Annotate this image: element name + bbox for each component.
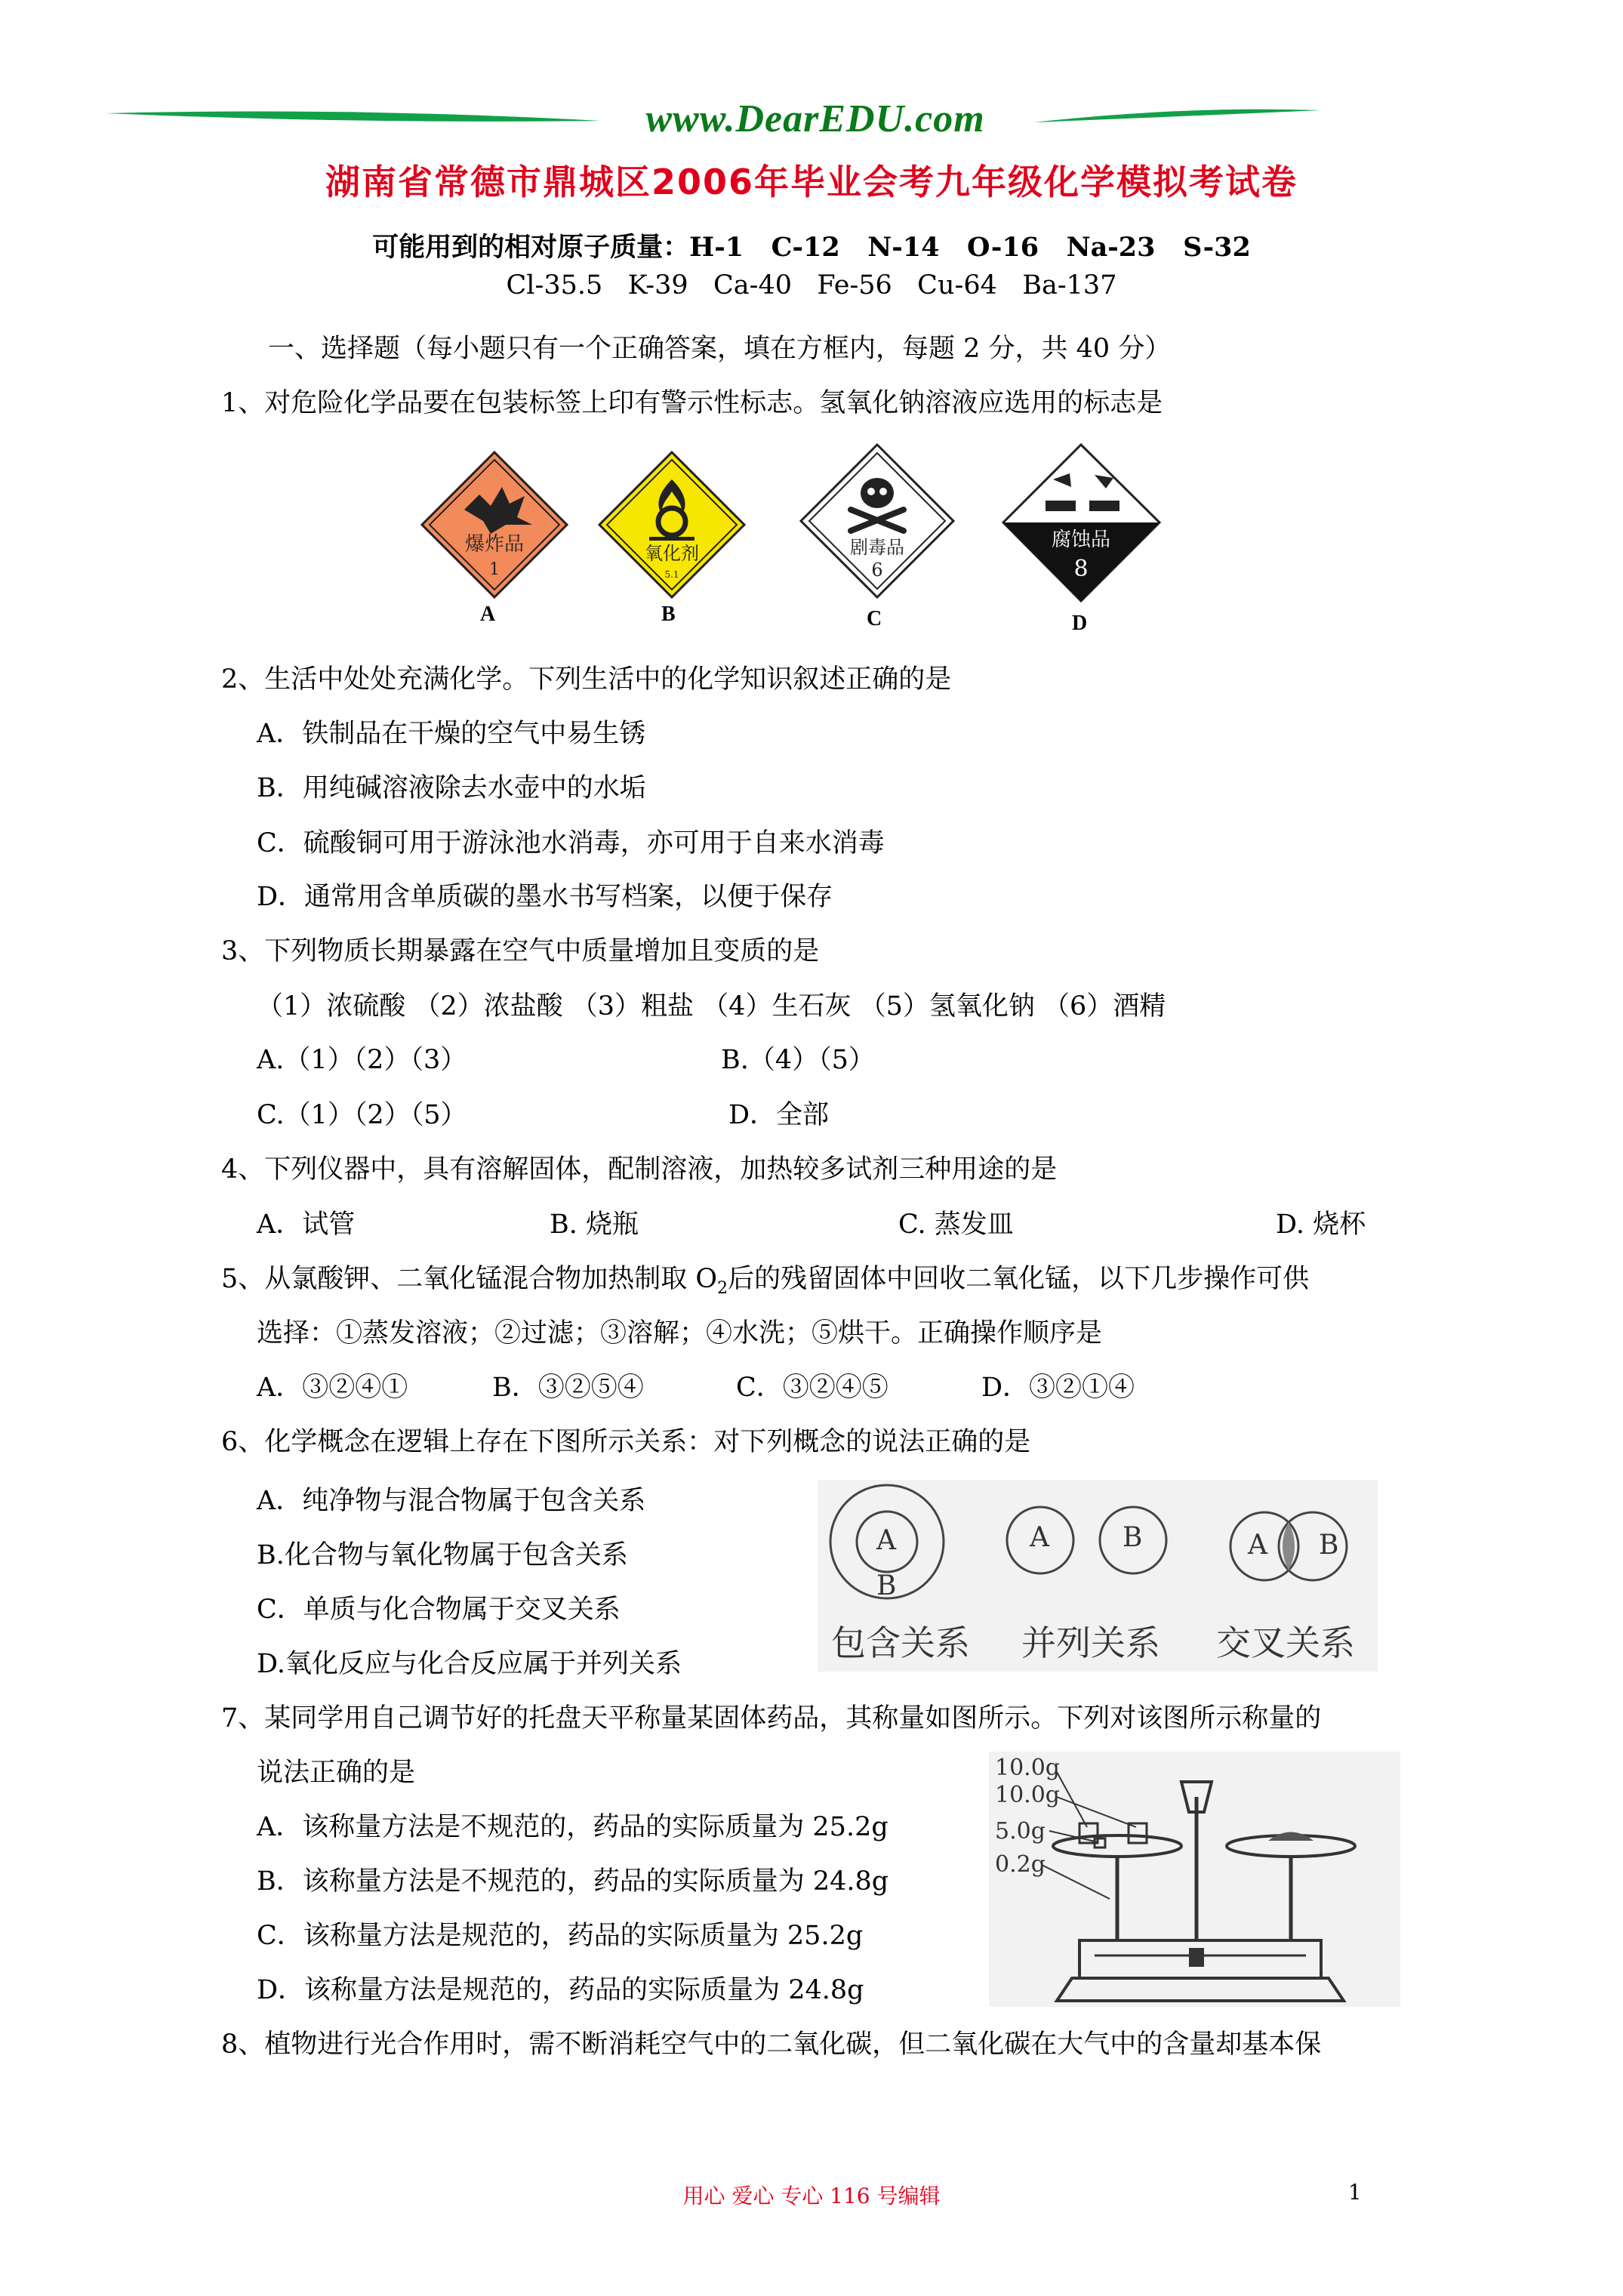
weight-label-3: 5.0g — [995, 1818, 1046, 1845]
fig-circle-a-2: A — [1030, 1522, 1049, 1553]
q5-stem-sub: 2 — [717, 1279, 728, 1298]
weight-label-4: 0.2g — [995, 1851, 1046, 1878]
q2-option-c: C．硫酸铜可用于游泳池水消毒，亦可用于自来水消毒 — [257, 828, 885, 858]
explosive-sign-icon — [419, 449, 570, 600]
relation-diagram — [818, 1480, 1378, 1672]
question-3-stem: 3、下列物质长期暴露在空气中质量增加且变质的是 — [221, 936, 820, 966]
oxidizer-sign-icon — [596, 449, 747, 600]
site-logo: www.DearEDU.com — [645, 97, 985, 140]
q3-option-a: A.（1）（2）（3） — [257, 1045, 467, 1075]
svg-text:6: 6 — [871, 559, 883, 581]
q3-option-c: C.（1）（2）（5） — [257, 1100, 467, 1130]
fig-circle-b-2: B — [1123, 1522, 1143, 1553]
question-7-stem-2: 说法正确的是 — [257, 1758, 416, 1788]
q4-option-d: D. 烧杯 — [1276, 1210, 1366, 1240]
question-4-stem: 4、下列仪器中，具有溶解固体，配制溶液，加热较多试剂三种用途的是 — [221, 1154, 1058, 1185]
q4-option-b: B. 烧瓶 — [550, 1210, 639, 1240]
corrosive-sign-icon — [1000, 442, 1163, 604]
question-1-stem: 1、对危险化学品要在包装标签上印有警示性标志。氢氧化钠溶液应选用的标志是 — [221, 388, 1163, 418]
q5-option-c: C．③②④⑤ — [736, 1373, 888, 1403]
banner-swoosh-right — [1034, 106, 1321, 136]
q4-option-c: C. 蒸发皿 — [898, 1210, 1014, 1240]
q6-option-d: D.氧化反应与化合反应属于并列关系 — [257, 1649, 682, 1679]
question-5-stem-2: 选择：①蒸发溶液；②过滤；③溶解；④水洗；⑤烘干。正确操作顺序是 — [257, 1318, 1103, 1348]
sign-label-a: A — [480, 603, 496, 626]
q5-option-d: D．③②①④ — [981, 1373, 1135, 1403]
fig-label-parallel: 并列关系 — [1021, 1623, 1160, 1663]
page-number: 1 — [1348, 2180, 1362, 2205]
svg-text:8: 8 — [1073, 556, 1089, 582]
q5-option-b: B．③②⑤④ — [492, 1373, 644, 1403]
weight-label-2: 10.0g — [995, 1782, 1061, 1808]
sign-label-b: B — [661, 603, 676, 626]
svg-text:5.1: 5.1 — [664, 569, 679, 580]
fig-circle-a-3: A — [1248, 1530, 1267, 1561]
q6-option-a: A．纯净物与混合物属于包含关系 — [257, 1486, 646, 1516]
weight-label-1: 10.0g — [995, 1755, 1061, 1781]
q5-stem-pre: 5、从氯酸钾、二氧化锰混合物加热制取 O — [221, 1264, 718, 1294]
question-2-stem: 2、生活中处处充满化学。下列生活中的化学知识叙述正确的是 — [221, 664, 952, 695]
question-7-stem: 7、某同学用自己调节好的托盘天平称量某固体药品，其称量如图所示。下列对该图所示称量的 — [221, 1703, 1322, 1734]
q5-stem-post: 后的残留固体中回收二氧化锰，以下几步操作可供 — [728, 1264, 1310, 1294]
q5-option-a: A．③②④① — [257, 1373, 408, 1403]
question-6-stem: 6、化学概念在逻辑上存在下图所示关系：对下列概念的说法正确的是 — [221, 1427, 1031, 1457]
fig-circle-b-3: B — [1319, 1530, 1339, 1561]
fig-circle-b-1: B — [876, 1570, 897, 1601]
q6-option-b: B.化合物与氧化物属于包含关系 — [257, 1540, 628, 1570]
q2-option-a: A．铁制品在干燥的空气中易生锈 — [257, 719, 646, 749]
q4-option-a: A．试管 — [257, 1210, 356, 1240]
q7-option-a: A．该称量方法是不规范的，药品的实际质量为 25.2g — [257, 1812, 888, 1842]
banner-swoosh-left — [106, 106, 604, 136]
question-8-stem: 8、植物进行光合作用时，需不断消耗空气中的二氧化碳，但二氧化碳在大气中的含量却基本保 — [221, 2029, 1322, 2060]
question-5-stem — [221, 1262, 1309, 1305]
q7-option-b: B．该称量方法是不规范的，药品的实际质量为 24.8g — [257, 1866, 889, 1897]
fig-label-inclusion: 包含关系 — [831, 1623, 970, 1663]
q7-option-d: D．该称量方法是规范的，药品的实际质量为 24.8g — [257, 1975, 864, 2005]
q3-items: （1）浓硫酸 （2）浓盐酸 （3）粗盐 （4）生石灰 （5）氢氧化钠 （6）酒精 — [257, 991, 1166, 1022]
svg-text:1: 1 — [489, 560, 500, 579]
section-heading: 一、选择题（每小题只有一个正确答案，填在方框内，每题 2 分，共 40 分） — [268, 334, 1172, 364]
q2-option-b: B．用纯碱溶液除去水壶中的水垢 — [257, 773, 646, 803]
sign-label-c: C — [867, 607, 882, 630]
q2-option-d: D．通常用含单质碳的墨水书写档案，以便于保存 — [257, 882, 833, 912]
q3-option-b: B.（4）（5） — [721, 1045, 875, 1075]
q7-option-c: C．该称量方法是规范的，药品的实际质量为 25.2g — [257, 1921, 864, 1951]
atomic-masses-line2: Cl-35.5 K-39 Ca-40 Fe-56 Cu-64 Ba-137 — [506, 270, 1117, 300]
sign-label-d: D — [1072, 612, 1088, 635]
fig-label-intersect: 交叉关系 — [1216, 1623, 1355, 1663]
svg-text:腐蚀品: 腐蚀品 — [1051, 529, 1111, 551]
svg-text:爆炸品: 爆炸品 — [464, 533, 525, 556]
q6-option-c: C．单质与化合物属于交叉关系 — [257, 1595, 621, 1625]
fig-circle-a-1: A — [876, 1525, 896, 1556]
svg-text:氧化剂: 氧化剂 — [645, 543, 699, 564]
svg-text:剧毒品: 剧毒品 — [850, 537, 904, 558]
balance-diagram — [989, 1752, 1400, 2007]
exam-title: 湖南省常德市鼎城区2006年毕业会考九年级化学模拟考试卷 — [325, 162, 1298, 202]
toxic-sign-icon — [798, 442, 956, 600]
atomic-masses-line1: 可能用到的相对原子质量：H-1 C-12 N-14 O-16 Na-23 S-32 — [372, 232, 1251, 263]
q3-option-d: D．全部 — [728, 1100, 830, 1130]
footer-note: 用心 爱心 专心 116 号编辑 — [682, 2184, 941, 2208]
